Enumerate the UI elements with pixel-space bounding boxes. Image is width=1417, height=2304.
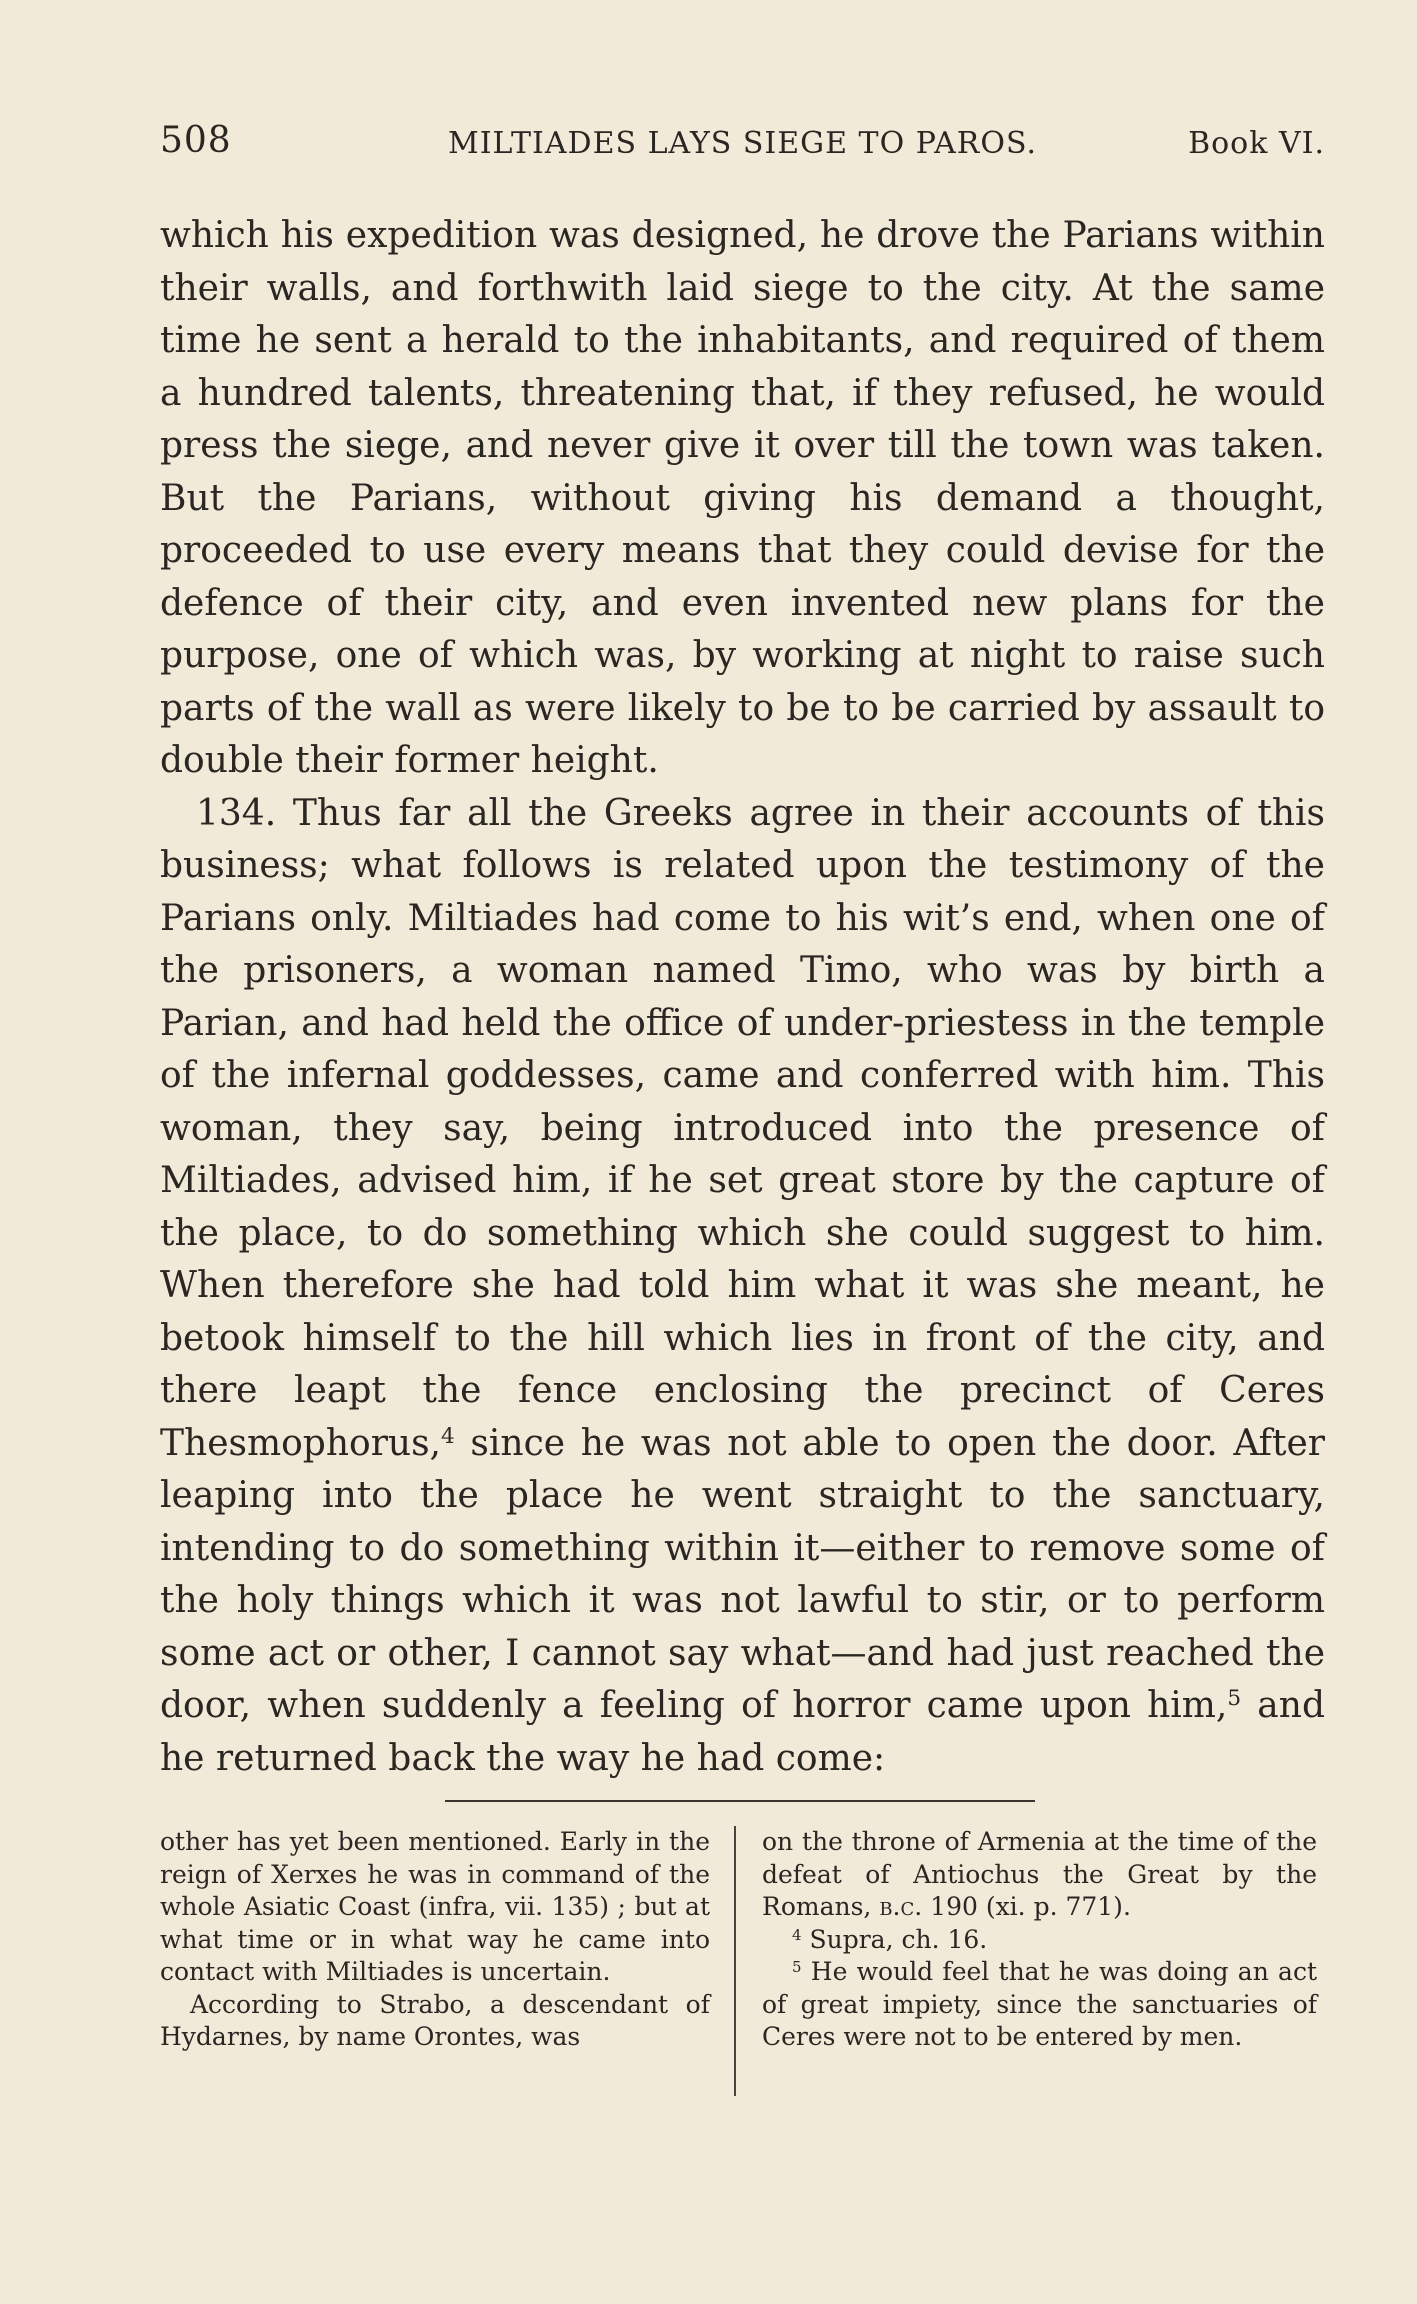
page-number: 508 (160, 120, 232, 161)
footnote-continued-3-end: 190 (xi. p. 771). (922, 1892, 1131, 1921)
footnote-continued-3-text: on the throne of Armenia at the time of the defeat of Antiochus the Great by the Romans, (762, 1827, 1317, 1921)
footnote-4 (762, 1924, 1317, 1957)
footnote-4-mark: 4 (792, 1925, 802, 1944)
paragraph-134-part-c: and he returned back the way he had come: (160, 1685, 1325, 1779)
footnote-continued-2: According to Strabo, a descendant of Hydarnes, by name Orontes, was (160, 1989, 710, 2051)
footnote-5 (762, 1956, 1317, 2054)
footnote-separator (445, 1800, 1035, 1802)
paragraph-134 (160, 788, 1325, 1786)
footnote-column-divider (734, 1826, 736, 2096)
footnote-5-mark: 5 (792, 1957, 802, 1976)
paragraph-134-part-b: since he was not able to open the door. After leaping into the place he went straight to the sanctuary, intending to do something within it—either to remove some of the holy things which it was not lawful to stir, or to perform some act or other, I cannot say what—and had just reached the door, when suddenly a feeling of horror came upon him, (160, 1422, 1325, 1726)
footnote-ref-4: 4 (441, 1423, 455, 1449)
book-label: Book VI. (1188, 126, 1325, 161)
paragraph-continued: which his expedition was designed, he drove the Parians within their walls, and forthwith laid siege to the city. At the same time he sent a herald to the inhabitants, and required of them a hundred talents, threatening that, if they refused, he would press the siege, and never give it over till the town was taken. But the Parians, without giving his demand a thought, proceeded to use every means that they could devise for the defence of their city, and even invented new plans for the purpose, one of which was, by working at night to raise such parts of the wall as were likely to be to be carried by assault to double their former height. (160, 215, 1325, 781)
era-abbreviation: b.c. (879, 1892, 923, 1921)
main-text (160, 210, 1325, 1785)
footnote-continued: other has yet been mentioned. Early in the reign of Xerxes he was in command of the whole Asiatic Coast (infra, vii. 135) ; but at what time or in what way he came into contact with Miltiades is uncertain. (160, 1827, 710, 1986)
footnotes-left-column (160, 1826, 710, 2054)
footnote-5-text: He would feel that he was doing an act of great impiety, since the sanctuaries of Ceres were not to be entered by men. (762, 1957, 1317, 2051)
footnote-ref-5: 5 (1227, 1686, 1242, 1712)
paragraph-134-part-a: 134. Thus far all the Greeks agree in their accounts of this business; what follows is related upon the testimony of the Parians only. Miltiades had come to his wit’s end, when one of the prisoners, a woman named Timo, who was by birth a Parian, and had held the office of under-priestess in the temple of the infernal goddesses, came and conferred with him. This woman, they say, being introduced into the presence of Miltiades, advised him, if he set great store by the capture of the place, to do something which she could suggest to him. When therefore she had told him what it was she meant, he betook himself to the hill which lies in front of the city, and there leapt the fence enclosing the precinct of Ceres Thesmophorus, (160, 792, 1325, 1464)
page-header (160, 120, 1325, 170)
running-title: MILTIADES LAYS SIEGE TO PAROS. (447, 126, 1037, 161)
footnote-4-text: Supra, ch. 16. (801, 1924, 988, 1954)
footnote-continued-3 (762, 1826, 1317, 1924)
footnotes-right-column (762, 1826, 1317, 2054)
